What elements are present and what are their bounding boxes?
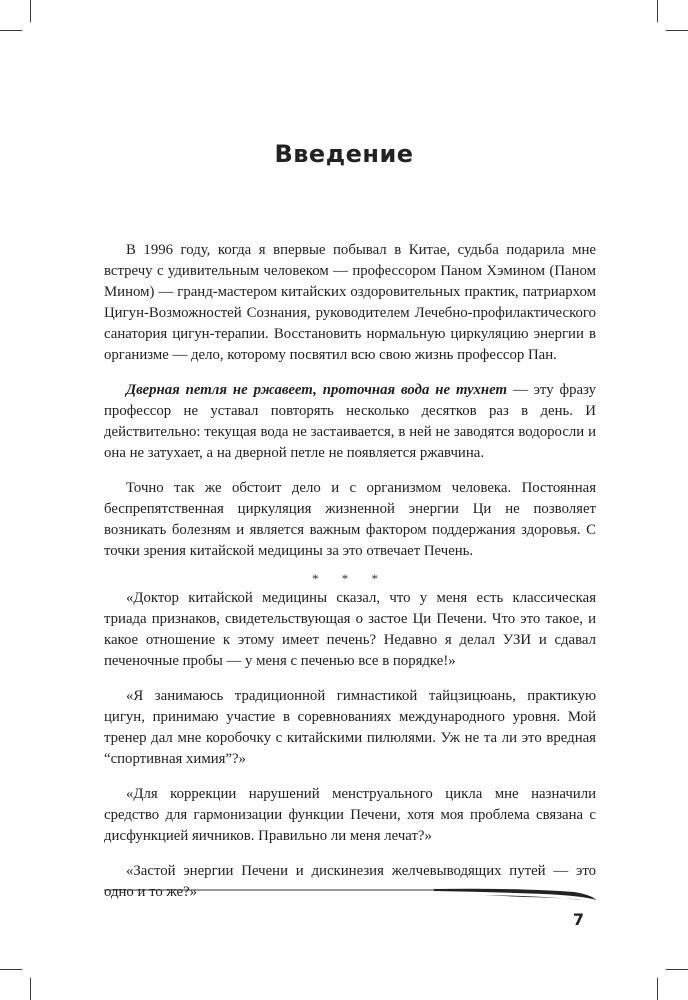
page-title: Введение bbox=[274, 140, 414, 168]
crop-mark-top-left bbox=[30, 0, 31, 22]
paragraph-2-lead: Дверная петля не ржавеет, проточная вода не тухнет bbox=[126, 382, 507, 398]
crop-mark-top-right bbox=[657, 0, 658, 22]
paragraph-2-text: — эту фразу профессор не уставал повторять несколько десятков раз в день. И действительно: текущая вода не застаивается, в ней не заводятся водоросли и она не затухает, а на дверной петле не появляется ржавчина. bbox=[104, 382, 596, 461]
crop-mark-bottom-left bbox=[30, 978, 31, 1000]
quote-4: «Застой энергии Печени и дискинезия желчевыводящих путей — это одно и то же?» bbox=[104, 863, 596, 900]
paragraph-1: В 1996 году, когда я впервые побывал в Китае, судьба подарила мне встречу с удивительным человеком — профессором Паном Хэмином (Паном Мином) — гранд-мастером китайских оздоровительных практик, патриархом Цигун-Возможностей Сознания, руководителем Лечебно-профилактического санатория цигун-терапии. Восстановить нормальную циркуляцию энергии в организме — дело, которому посвятил всю свою жизнь профессор Пан. bbox=[104, 242, 596, 363]
section-separator: * * * bbox=[312, 571, 388, 586]
quote-2: «Я занимаюсь традиционной гимнастикой тайцзицюань, практикую цигун, принимаю участие в соревнованиях международного уровня. Мой тренер дал мне коробочку с китайскими пилюлями. Уж не та ли это вредная “спортивная химия”?» bbox=[104, 688, 596, 767]
paragraph-3: Точно так же обстоит дело и с организмом человека. Постоянная беспрепятственная циркуляция жизненной энергии Ци не позволяет возникать болезням и является важным фактором поддержания здоровья. С точки зрения китайской медицины за это отвечает Печень. bbox=[104, 480, 596, 559]
crop-mark-bottom-left-h bbox=[0, 969, 22, 970]
quote-3: «Для коррекции нарушений менструального цикла мне назначили средство для гармонизации функции Печени, хотя моя проблема связана с дисфункцией яичников. Правильно ли меня лечат?» bbox=[104, 786, 596, 844]
brush-stroke-icon bbox=[104, 886, 604, 916]
crop-mark-top-right-h bbox=[666, 30, 688, 31]
paragraph-2 bbox=[104, 380, 596, 464]
quote-1: «Доктор китайской медицины сказал, что у меня есть классическая триада признаков, свидетельствующая о застое Ци Печени. Что это такое, и какое отношение к этому имеет печень? Недавно я делал УЗИ и сдавал печеночные пробы — у меня с печенью все в порядке!» bbox=[104, 590, 596, 669]
main-text bbox=[104, 240, 596, 917]
crop-mark-top-left-h bbox=[0, 30, 22, 31]
footer-rule bbox=[104, 886, 604, 916]
crop-mark-bottom-right bbox=[657, 978, 658, 1000]
crop-mark-bottom-right-h bbox=[666, 969, 688, 970]
page-number: 7 bbox=[572, 910, 584, 929]
